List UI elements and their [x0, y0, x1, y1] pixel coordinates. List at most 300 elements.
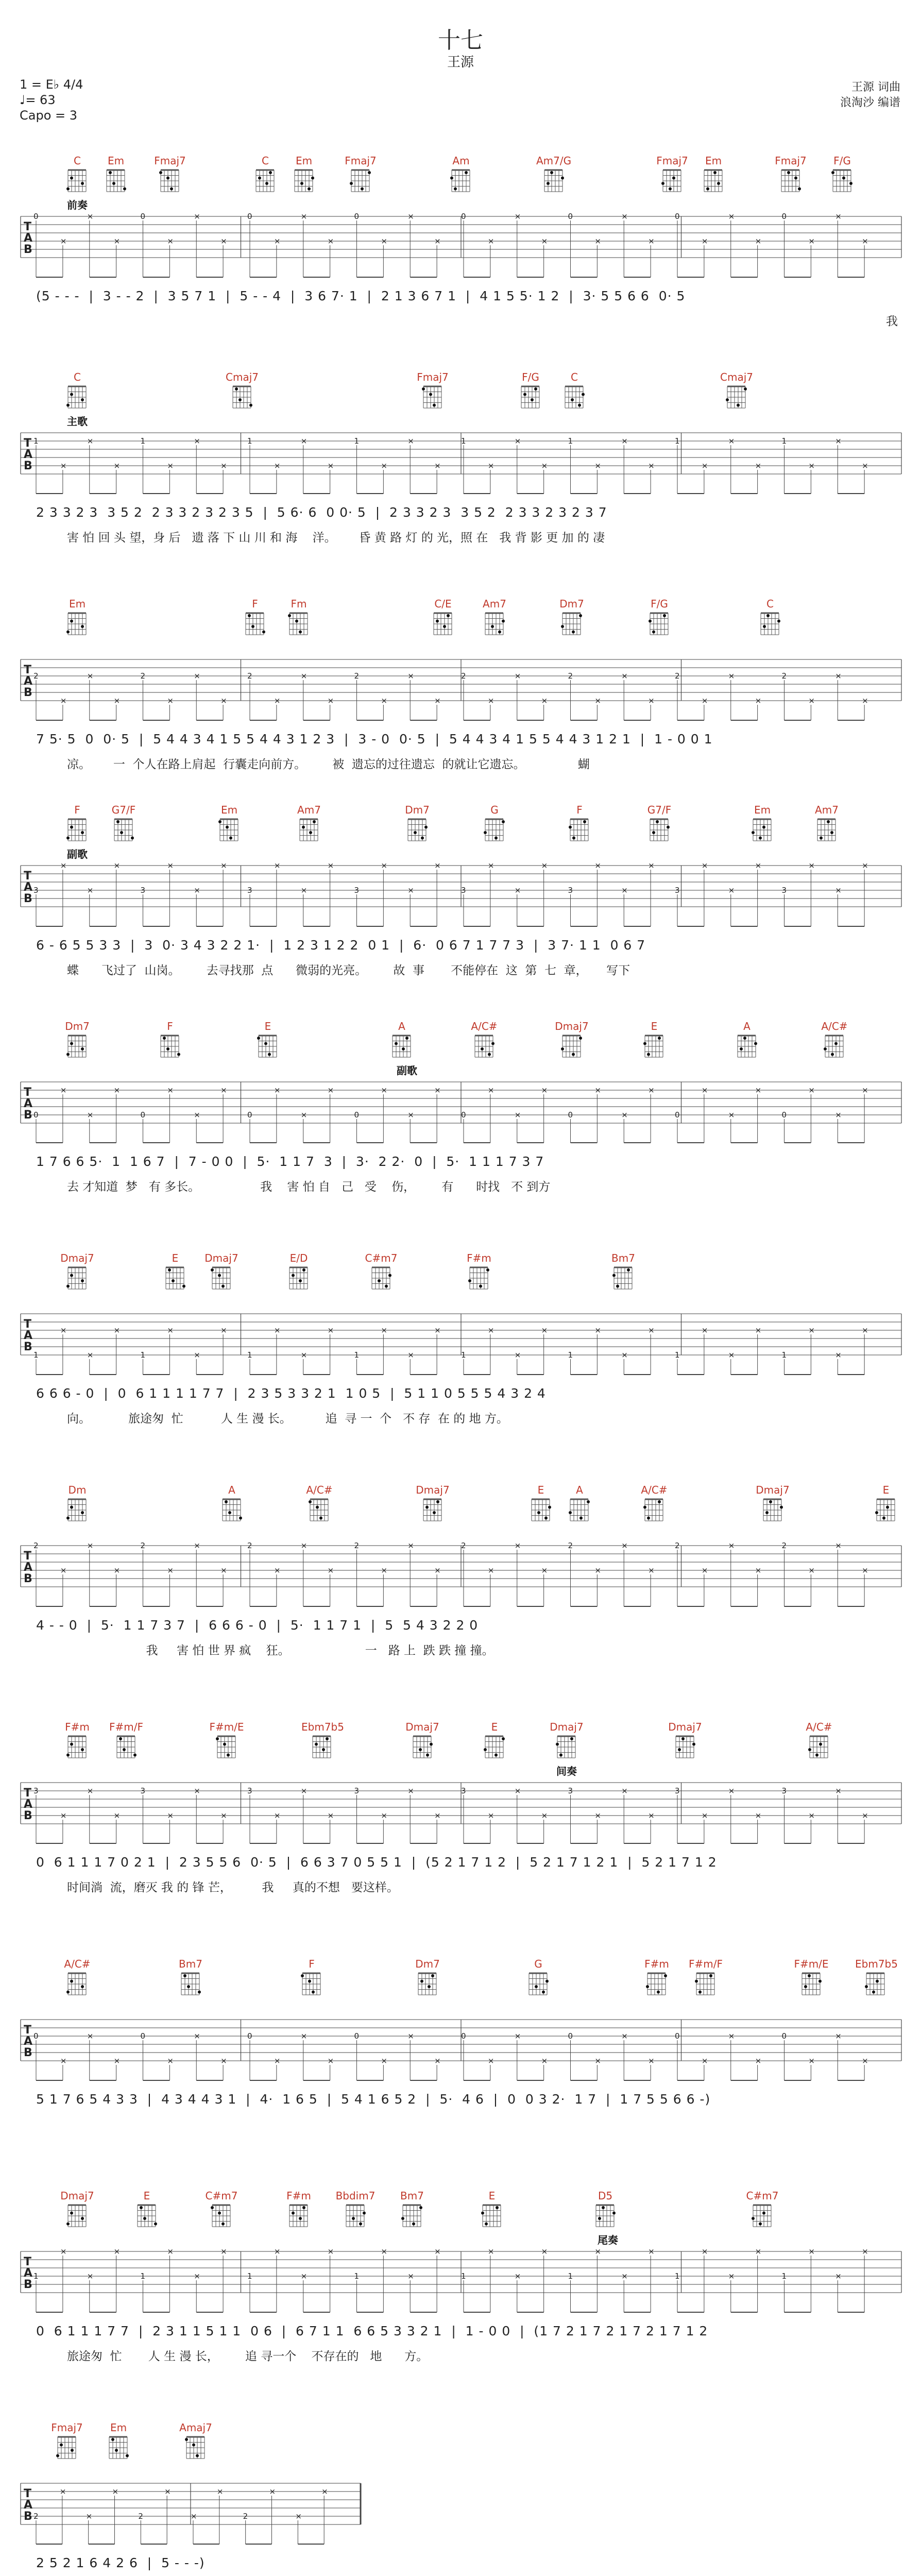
svg-text:2: 2	[354, 1541, 360, 1550]
svg-text:0: 0	[781, 212, 787, 221]
chord-diagram	[563, 384, 586, 410]
svg-text:×: ×	[274, 1811, 281, 1820]
svg-text:×: ×	[167, 2247, 174, 2256]
svg-text:×: ×	[300, 212, 308, 221]
svg-text:×: ×	[381, 2056, 387, 2065]
section-label: 副歌	[67, 848, 88, 860]
svg-text:2: 2	[675, 1541, 680, 1550]
svg-text:×: ×	[274, 2247, 281, 2256]
chord-name: F	[576, 804, 583, 816]
svg-text:×: ×	[701, 696, 708, 705]
tab-clef: T A B	[24, 1787, 33, 1822]
chord-name: A/C#	[306, 1484, 333, 1496]
svg-text:1: 1	[354, 2272, 360, 2281]
chord-name: E	[882, 1484, 890, 1496]
svg-text:×: ×	[407, 212, 414, 221]
svg-text:3: 3	[781, 1786, 787, 1795]
svg-text:×: ×	[862, 2247, 868, 2256]
svg-text:0: 0	[568, 212, 573, 221]
svg-text:×: ×	[648, 2056, 655, 2065]
tab-clef: T A B	[24, 1086, 33, 1122]
svg-text:×: ×	[808, 2247, 815, 2256]
chord-name: C	[766, 598, 774, 610]
svg-text:2: 2	[461, 671, 466, 681]
svg-text:×: ×	[835, 1786, 842, 1795]
svg-text:×: ×	[728, 212, 735, 221]
tab-staff	[0, 2014, 921, 2092]
svg-text:2: 2	[243, 2512, 248, 2521]
lyrics-line: 蝶 飞过了 山岗。 去寻找那 点 微弱的光亮。 故 事 不能停在 这 第 七 章， 写下	[67, 964, 630, 977]
svg-text:0: 0	[568, 1110, 573, 1120]
chord-name: F	[167, 1020, 173, 1032]
svg-text:0: 0	[781, 2031, 787, 2041]
chord-name: C	[74, 371, 81, 383]
chord-name: E	[651, 1020, 658, 1032]
svg-text:×: ×	[87, 1541, 94, 1550]
svg-text:×: ×	[113, 461, 121, 470]
chord-diagram	[287, 611, 310, 637]
svg-text:×: ×	[541, 696, 548, 705]
svg-text:×: ×	[808, 236, 815, 246]
svg-text:0: 0	[675, 1110, 680, 1120]
svg-text:×: ×	[621, 1350, 628, 1360]
chord-name: C#m7	[205, 2190, 238, 2202]
svg-text:×: ×	[381, 236, 387, 246]
svg-text:×: ×	[594, 1326, 601, 1335]
chord-name: Am7	[297, 804, 321, 816]
svg-text:3: 3	[675, 1786, 680, 1795]
chord-name: C/E	[434, 598, 452, 610]
tempo: ♩= 63	[20, 93, 56, 107]
svg-text:×: ×	[60, 861, 67, 870]
svg-text:2: 2	[33, 2512, 39, 2521]
chord-diagram	[218, 817, 241, 843]
chord-diagram	[483, 817, 506, 843]
svg-text:×: ×	[434, 861, 441, 870]
svg-text:×: ×	[194, 886, 200, 895]
svg-text:×: ×	[60, 696, 67, 705]
chord-diagram	[184, 2435, 207, 2461]
capo: Capo = 3	[20, 108, 78, 123]
chord-diagram	[66, 2203, 89, 2229]
svg-text:0: 0	[354, 212, 360, 221]
chord-diagram	[411, 1734, 434, 1760]
chord-diagram	[66, 1497, 89, 1523]
chord-diagram	[215, 1734, 238, 1760]
svg-text:×: ×	[191, 2512, 197, 2521]
chord-diagram	[159, 1033, 181, 1059]
section-label: 间奏	[556, 1765, 577, 1777]
svg-text:×: ×	[514, 1110, 521, 1120]
chord-name: F#m/E	[209, 1721, 244, 1733]
svg-text:×: ×	[300, 1541, 308, 1550]
svg-text:0: 0	[33, 2031, 39, 2041]
svg-text:×: ×	[87, 212, 94, 221]
svg-text:1: 1	[247, 2272, 252, 2281]
svg-text:×: ×	[220, 1326, 227, 1335]
svg-text:×: ×	[862, 1566, 868, 1575]
svg-text:×: ×	[701, 1086, 708, 1095]
chord-diagram	[527, 1971, 550, 1997]
svg-text:×: ×	[381, 461, 387, 470]
svg-text:×: ×	[835, 212, 842, 221]
chord-name: Dmaj7	[668, 1721, 702, 1733]
tab-clef: T A B	[24, 221, 33, 256]
svg-text:3: 3	[568, 886, 573, 895]
svg-text:×: ×	[594, 461, 601, 470]
chord-name: G7/F	[111, 804, 136, 816]
key-signature: 1 = E♭ 4/4	[20, 77, 83, 92]
chord-diagram	[344, 2203, 367, 2229]
chord-diagram	[473, 1033, 496, 1059]
chord-name: Bm7	[179, 1958, 202, 1970]
svg-text:0: 0	[461, 212, 466, 221]
chord-diagram	[661, 168, 684, 194]
chord-name: Dm7	[559, 598, 584, 610]
chord-name: Em	[110, 2421, 127, 2434]
svg-text:2: 2	[33, 671, 39, 681]
svg-text:×: ×	[648, 236, 655, 246]
svg-text:×: ×	[541, 2247, 548, 2256]
tab-staff	[0, 1777, 921, 1855]
svg-text:×: ×	[87, 436, 94, 446]
svg-text:×: ×	[220, 861, 227, 870]
chord-diagram	[674, 1734, 696, 1760]
chord-name: A/C#	[64, 1958, 91, 1970]
svg-text:×: ×	[167, 236, 174, 246]
svg-text:×: ×	[327, 696, 334, 705]
svg-text:×: ×	[167, 1326, 174, 1335]
svg-text:1: 1	[568, 1350, 573, 1360]
svg-text:×: ×	[648, 1811, 655, 1820]
svg-text:×: ×	[862, 236, 868, 246]
chord-name: Amaj7	[179, 2421, 212, 2434]
svg-text:×: ×	[407, 1786, 414, 1795]
chord-diagram	[751, 817, 774, 843]
chord-name: F/G	[522, 371, 539, 383]
svg-text:×: ×	[514, 1541, 521, 1550]
chord-diagram	[66, 1734, 89, 1760]
svg-text:×: ×	[381, 1811, 387, 1820]
chord-diagram	[66, 1033, 89, 1059]
chord-name: F#m	[286, 2190, 311, 2202]
chord-diagram	[390, 1033, 413, 1059]
svg-text:×: ×	[220, 1086, 227, 1095]
svg-text:×: ×	[808, 696, 815, 705]
svg-text:×: ×	[728, 1110, 735, 1120]
chord-diagram	[643, 1497, 666, 1523]
svg-text:×: ×	[701, 2056, 708, 2065]
lyrics-line: 旅途匆 忙 人 生 漫 长， 追 寻一个 不存在的 地 方。	[67, 2350, 429, 2363]
svg-text:×: ×	[327, 461, 334, 470]
svg-text:×: ×	[648, 1326, 655, 1335]
tab-staff	[0, 428, 921, 505]
chord-name: Em	[107, 155, 125, 167]
svg-text:×: ×	[835, 2031, 842, 2041]
svg-text:×: ×	[274, 236, 281, 246]
svg-text:×: ×	[862, 1086, 868, 1095]
svg-text:2: 2	[781, 671, 787, 681]
chord-name: G	[534, 1958, 542, 1970]
chord-name: F/G	[651, 598, 668, 610]
tab-staff	[0, 654, 921, 732]
svg-text:×: ×	[194, 436, 200, 446]
svg-text:×: ×	[194, 1350, 200, 1360]
svg-text:×: ×	[808, 1086, 815, 1095]
chord-diagram	[66, 1971, 89, 1997]
svg-text:×: ×	[487, 1326, 494, 1335]
svg-text:×: ×	[407, 1110, 414, 1120]
chord-name: E	[491, 1721, 498, 1733]
svg-text:×: ×	[434, 1566, 441, 1575]
chord-diagram	[115, 1734, 138, 1760]
numbered-notation: 0 6 1 1 1 7 0 2 1 | 2 3 5 5 6 0· 5 | 6 6 3 7 0 5 5 1 | (5 2 1 7 1 2 | 5 2 1 7 1 2 1 | 5 2 1 7 1 2	[36, 1855, 717, 1870]
svg-text:×: ×	[728, 671, 735, 681]
svg-text:×: ×	[434, 2247, 441, 2256]
section-label: 尾奏	[598, 2234, 618, 2246]
svg-text:×: ×	[60, 1086, 67, 1095]
svg-text:×: ×	[87, 1350, 94, 1360]
svg-text:1: 1	[247, 436, 252, 446]
numbered-notation: 1 7 6 6 5· 1 1 6 7 | 7 - 0 0 | 5· 1 1 7 3 | 3· 2 2· 0 | 5· 1 1 1 7 3 7	[36, 1154, 544, 1169]
chord-name: Dm	[68, 1484, 87, 1496]
chord-diagram	[112, 817, 135, 843]
svg-text:×: ×	[594, 696, 601, 705]
svg-text:×: ×	[728, 1541, 735, 1550]
svg-text:×: ×	[862, 1811, 868, 1820]
svg-text:×: ×	[167, 1086, 174, 1095]
svg-text:×: ×	[728, 1350, 735, 1360]
chord-diagram	[231, 384, 253, 410]
svg-text:2: 2	[781, 1541, 787, 1550]
lyrics-line: 向。 旅途匆 忙 人 生 漫 长。 追 寻 一 个 不 存 在 的 地 方。	[67, 1412, 508, 1426]
chord-diagram	[300, 1971, 323, 1997]
chord-diagram	[210, 1265, 233, 1291]
svg-text:×: ×	[835, 1541, 842, 1550]
svg-text:0: 0	[354, 2031, 360, 2041]
chord-diagram	[823, 1033, 846, 1059]
svg-text:×: ×	[381, 1326, 387, 1335]
chord-name: A	[398, 1020, 405, 1032]
svg-text:×: ×	[621, 2272, 628, 2281]
chord-diagram	[66, 1265, 89, 1291]
chord-name: Am7/G	[536, 155, 572, 167]
svg-text:0: 0	[675, 2031, 680, 2041]
chord-name: F	[252, 598, 258, 610]
svg-text:1: 1	[140, 1350, 146, 1360]
svg-text:×: ×	[648, 2247, 655, 2256]
song-artist: 王源	[447, 55, 474, 70]
svg-text:×: ×	[487, 1086, 494, 1095]
svg-text:×: ×	[86, 2512, 93, 2521]
svg-text:2: 2	[33, 1541, 39, 1550]
svg-text:×: ×	[113, 236, 121, 246]
chord-name: Dmaj7	[60, 1252, 94, 1264]
chord-diagram	[864, 1971, 887, 1997]
svg-text:1: 1	[568, 2272, 573, 2281]
svg-text:3: 3	[461, 1786, 466, 1795]
svg-text:3: 3	[568, 1786, 573, 1795]
svg-text:×: ×	[113, 1566, 121, 1575]
svg-text:×: ×	[862, 861, 868, 870]
svg-text:×: ×	[487, 1811, 494, 1820]
svg-text:×: ×	[755, 861, 762, 870]
svg-text:×: ×	[434, 696, 441, 705]
svg-text:0: 0	[354, 1110, 360, 1120]
svg-text:×: ×	[164, 2487, 171, 2496]
svg-text:×: ×	[487, 1566, 494, 1575]
svg-text:×: ×	[113, 2247, 121, 2256]
svg-text:1: 1	[461, 436, 466, 446]
svg-text:×: ×	[274, 2056, 281, 2065]
svg-text:1: 1	[247, 1350, 252, 1360]
svg-text:1: 1	[461, 1350, 466, 1360]
chord-diagram	[349, 168, 372, 194]
chord-diagram	[293, 168, 315, 194]
svg-text:×: ×	[648, 696, 655, 705]
chord-name: Dm7	[415, 1958, 440, 1970]
svg-text:×: ×	[648, 461, 655, 470]
svg-text:×: ×	[87, 1786, 94, 1795]
svg-text:×: ×	[407, 671, 414, 681]
chord-name: E	[264, 1020, 271, 1032]
chord-name: Cmaj7	[720, 371, 753, 383]
chord-diagram	[568, 817, 591, 843]
svg-text:×: ×	[434, 1326, 441, 1335]
chord-diagram	[66, 817, 89, 843]
chord-diagram	[56, 2435, 78, 2461]
svg-text:×: ×	[167, 861, 174, 870]
svg-text:×: ×	[514, 212, 521, 221]
svg-text:×: ×	[87, 1110, 94, 1120]
svg-text:×: ×	[621, 436, 628, 446]
svg-text:×: ×	[594, 1811, 601, 1820]
chord-name: Dmaj7	[550, 1721, 584, 1733]
chord-diagram	[66, 611, 89, 637]
svg-text:×: ×	[87, 671, 94, 681]
svg-text:×: ×	[835, 1350, 842, 1360]
chord-name: A	[228, 1484, 235, 1496]
svg-text:×: ×	[514, 886, 521, 895]
svg-text:0: 0	[33, 212, 39, 221]
svg-text:×: ×	[407, 2272, 414, 2281]
svg-text:×: ×	[60, 2056, 67, 2065]
svg-text:×: ×	[434, 1086, 441, 1095]
svg-text:×: ×	[220, 696, 227, 705]
section-label: 前奏	[67, 199, 88, 211]
svg-text:0: 0	[33, 1110, 39, 1120]
svg-text:×: ×	[541, 2056, 548, 2065]
svg-text:×: ×	[60, 461, 67, 470]
svg-text:×: ×	[755, 1326, 762, 1335]
chord-diagram	[308, 1497, 331, 1523]
chord-name: A/C#	[471, 1020, 498, 1032]
chord-name: C#m7	[746, 2190, 779, 2202]
svg-text:×: ×	[808, 461, 815, 470]
chord-diagram	[759, 611, 781, 637]
svg-text:×: ×	[701, 1326, 708, 1335]
svg-text:×: ×	[434, 461, 441, 470]
svg-text:×: ×	[594, 1086, 601, 1095]
chord-name: Fm	[291, 598, 307, 610]
svg-text:×: ×	[594, 1566, 601, 1575]
chord-diagram	[432, 611, 454, 637]
svg-text:×: ×	[701, 1811, 708, 1820]
svg-text:×: ×	[274, 1086, 281, 1095]
svg-text:1: 1	[781, 2272, 787, 2281]
chord-name: Cmaj7	[226, 371, 259, 383]
svg-text:×: ×	[434, 2056, 441, 2065]
svg-text:2: 2	[247, 671, 252, 681]
svg-text:×: ×	[487, 861, 494, 870]
svg-text:×: ×	[755, 1086, 762, 1095]
svg-text:2: 2	[247, 1541, 252, 1550]
numbered-notation: 5 1 7 6 5 4 3 3 | 4 3 4 4 3 1 | 4· 1 6 5 | 5 4 1 6 5 2 | 5· 4 6 | 0 0 3 2· 1 7 | 1 7 5 5 6 6 -)	[36, 2092, 711, 2107]
svg-text:×: ×	[112, 2487, 119, 2496]
chord-diagram	[406, 817, 429, 843]
tab-clef: T A B	[24, 870, 33, 905]
chord-diagram	[159, 168, 181, 194]
svg-text:×: ×	[621, 212, 628, 221]
chord-diagram	[468, 1265, 490, 1291]
chord-name: Dm7	[405, 804, 430, 816]
svg-text:×: ×	[594, 861, 601, 870]
chord-name: A/C#	[806, 1721, 832, 1733]
chord-diagram	[254, 168, 277, 194]
chord-name: F#m	[644, 1958, 669, 1970]
svg-text:×: ×	[327, 236, 334, 246]
svg-text:×: ×	[648, 1566, 655, 1575]
svg-text:×: ×	[755, 1566, 762, 1575]
chord-name: F#m	[467, 1252, 491, 1264]
tab-clef: T A B	[24, 437, 33, 472]
svg-text:×: ×	[381, 1566, 387, 1575]
chord-name: A	[743, 1020, 751, 1032]
svg-text:×: ×	[113, 2056, 121, 2065]
chord-diagram	[450, 168, 472, 194]
svg-text:3: 3	[140, 1786, 146, 1795]
chord-diagram	[643, 1033, 666, 1059]
svg-text:×: ×	[621, 671, 628, 681]
svg-text:2: 2	[461, 1541, 466, 1550]
svg-text:×: ×	[113, 696, 121, 705]
svg-text:×: ×	[220, 2247, 227, 2256]
svg-text:×: ×	[113, 1811, 121, 1820]
chord-diagram	[648, 817, 671, 843]
svg-text:×: ×	[300, 1110, 308, 1120]
svg-text:2: 2	[140, 1541, 146, 1550]
svg-text:×: ×	[407, 436, 414, 446]
lyrics-line: 我 害 怕 世 界 疯 狂。 一 路 上 跌 跌 撞 撞。	[67, 1644, 494, 1657]
chord-diagram	[815, 817, 838, 843]
svg-text:×: ×	[514, 1786, 521, 1795]
chord-diagram	[519, 384, 542, 410]
chord-diagram	[298, 817, 320, 843]
chord-name: F/G	[833, 155, 851, 167]
svg-text:0: 0	[461, 1110, 466, 1120]
svg-text:×: ×	[514, 436, 521, 446]
svg-text:×: ×	[514, 2272, 521, 2281]
svg-text:×: ×	[728, 1786, 735, 1795]
chord-diagram	[66, 384, 89, 410]
svg-text:1: 1	[675, 2272, 680, 2281]
svg-text:×: ×	[594, 2247, 601, 2256]
svg-text:×: ×	[835, 671, 842, 681]
svg-text:×: ×	[701, 236, 708, 246]
tab-staff	[0, 2246, 921, 2324]
chord-name: Dmaj7	[756, 1484, 790, 1496]
chord-diagram	[875, 1497, 897, 1523]
